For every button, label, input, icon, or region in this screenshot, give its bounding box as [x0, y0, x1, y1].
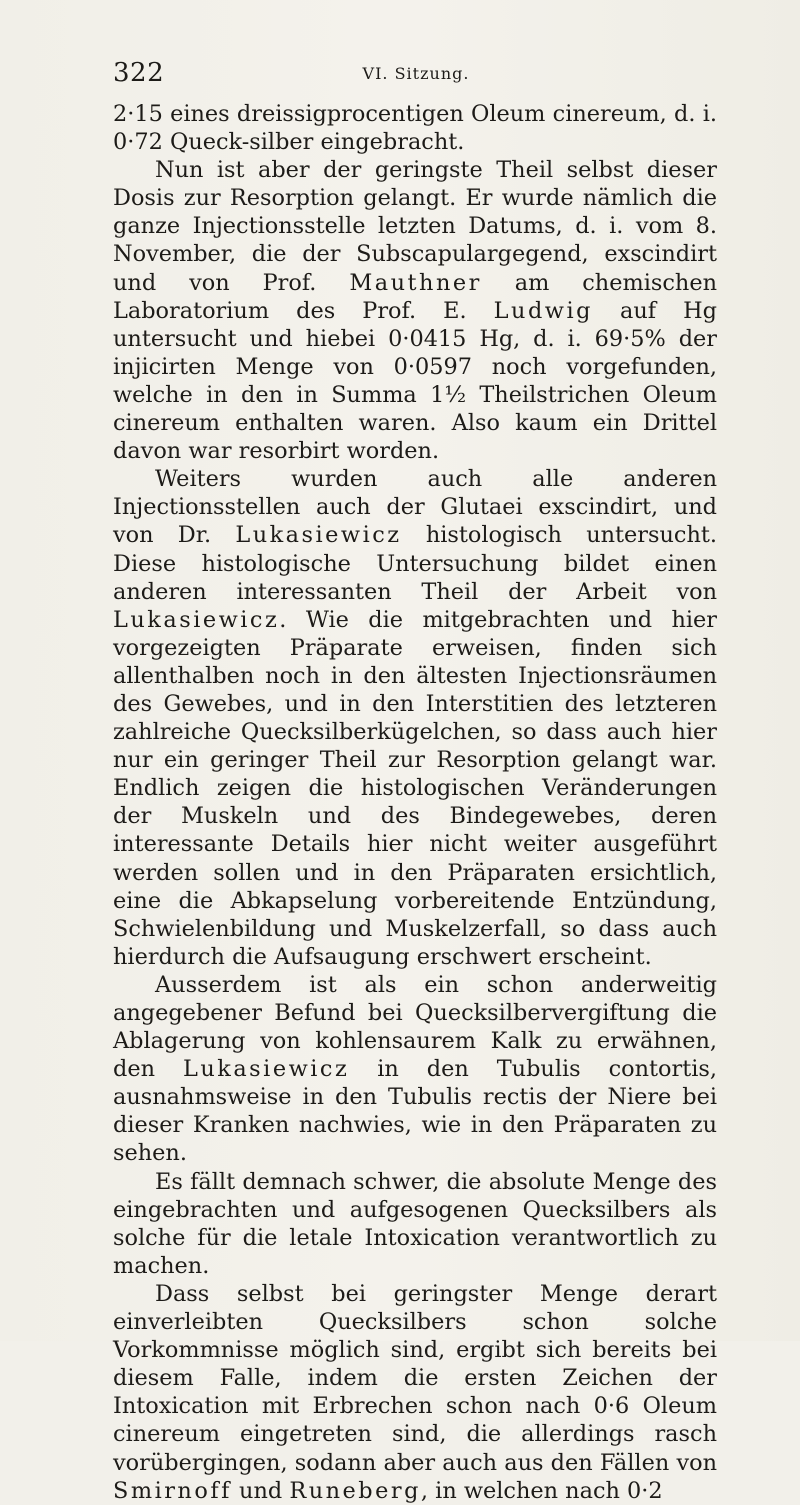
page-header — [113, 58, 719, 88]
text-segment: Ausserdem ist als ein schon anderweitig angegebener Befund bei Quecksilbervergiftung die Ablagerung von kohlensaurem Kalk zu erwähnen, den — [113, 971, 717, 1083]
text-segment: in den Tubulis contortis, ausnahmsweise in den Tubulis rectis der Niere bei dieser Kranken nachwies, wie in den Präparaten zu sehen. — [113, 1056, 717, 1167]
text-segment: Dass selbst bei geringster Menge derart einverleibten Quecksilbers schon solche Vorkommnisse möglich sind, ergibt sich bereits bei diesem Falle, indem die ersten Zeichen der Intoxication mit Erbrechen schon nach 0·6 Oleum cinereum eingetreten sind, die allerdings rasch vorübergingen, sodann aber auch aus den Fällen von — [113, 1280, 717, 1476]
paragraph-continuation — [113, 100, 717, 156]
text-segment: histologisch untersucht. Diese histologische Untersuchung bildet einen anderen interessanten Theil der Arbeit von — [113, 522, 717, 605]
text-segment: Weiters wurden auch alle anderen Injectionsstellen auch der Glutaei exscindirt, und von Dr. — [113, 466, 717, 549]
paragraph-calcium — [113, 971, 717, 1168]
text-segment: Nun ist aber der geringste Theil selbst dieser Dosis zur Resorption gelangt. Er wurde nämlich die ganze Injectionsstelle letzten Datums, d. i. vom 8. November, die der Subscapulargegend, exscindirt und von Prof. — [113, 157, 717, 296]
text-segment: Es fällt demnach schwer, die absolute Menge des eingebrachten und aufgesogenen Quecksilbers als solche für die letale Intoxication verantwortlich zu machen. — [113, 1168, 717, 1279]
paragraph-histology — [113, 465, 717, 971]
text-segment: 2·15 eines dreissigprocentigen Oleum cinereum, d. i. 0·72 Queck-silber eingebracht. — [113, 101, 717, 156]
page-number: 322 — [113, 58, 165, 88]
person-name: Lukasiewicz — [235, 522, 402, 549]
text-segment: , in welchen nach 0·2 — [420, 1477, 663, 1504]
running-head: VI. Sitzung. — [362, 64, 470, 83]
person-name: Lukasiewicz — [182, 1056, 350, 1083]
text-segment: . Wie die mitgebrachten und hier vorgezeigten Präparate erweisen, finden sich allenthalben noch in den ältesten Injectionsräumen des Gewebes, und in den Interstitien des letzteren zahlreiche Quecksilberkügelchen, so dass auch hier nur ein geringer Theil zur Resorption gelangt war. Endlich zeigen die histologischen Veränderungen der Muskeln und des Bindegewebes, deren interessante Details hier nicht weiter ausgeführt werden sollen und in den Präparaten ersichtlich, eine die Abkapselung vorbereitende Entzündung, Schwielenbildung und Muskelzerfall, so dass auch hierdurch die Aufsaugung erschwert erscheint. — [113, 606, 717, 970]
text-segment: und — [231, 1477, 290, 1504]
text-segment: am chemischen Laboratorium des Prof. E. — [113, 269, 717, 324]
body-text — [113, 100, 717, 1505]
person-name: Runeberg — [289, 1477, 421, 1504]
paragraph-resorption — [113, 156, 717, 465]
person-name: Ludwig — [493, 297, 593, 324]
person-name: Mauthner — [349, 269, 482, 296]
paragraph-smallest-dose — [113, 1280, 717, 1505]
person-name: Smirnoff — [113, 1477, 232, 1504]
paragraph-conclusion — [113, 1168, 717, 1280]
text-segment: auf Hg untersucht und hiebei 0·0415 Hg, d. i. 69·5% der injicirten Menge von 0·0597 noch vorgefunden, welche in den in Summa 1½ Theilstrichen Oleum cinereum enthalten waren. Also kaum ein Drittel davon war resorbirt worden. — [113, 297, 717, 465]
person-name: Lukasiewicz — [113, 606, 280, 633]
